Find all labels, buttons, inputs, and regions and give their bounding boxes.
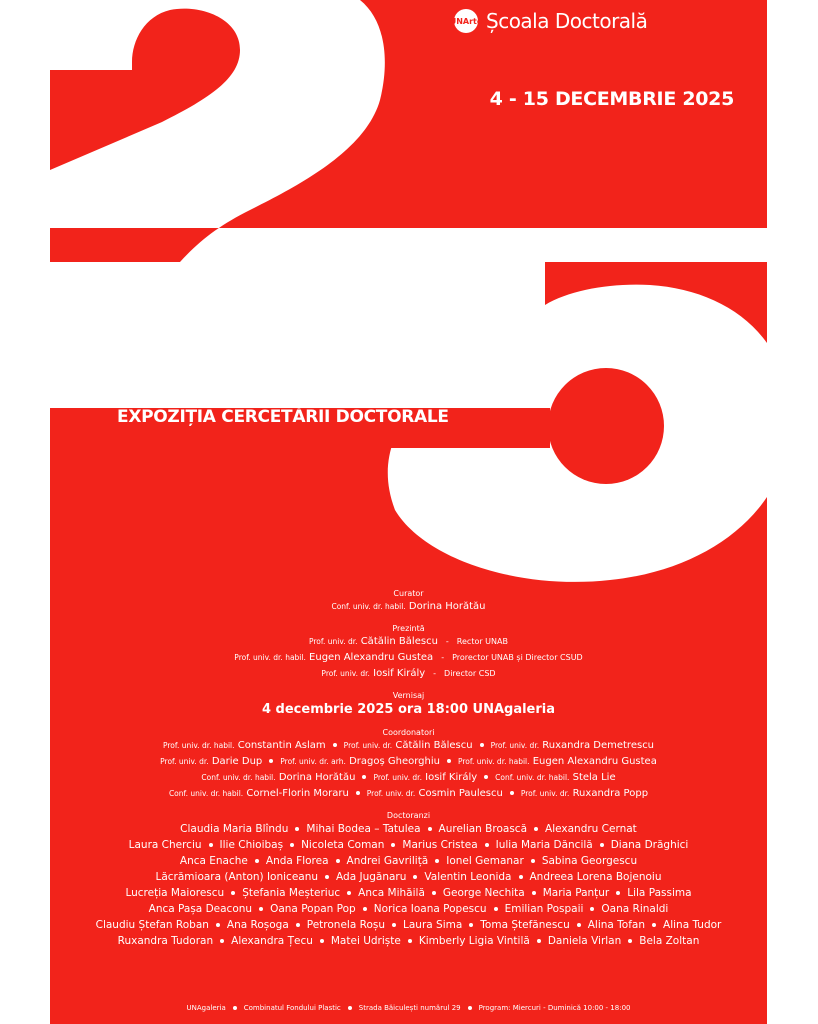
presents-label: Prezintă — [392, 624, 425, 633]
bullet-separator — [510, 791, 514, 795]
bullet-separator — [577, 923, 581, 927]
coordinator-name: Cătălin Bălescu — [395, 740, 473, 751]
coordinator-name: Eugen Alexandru Gustea — [532, 756, 657, 767]
students-row — [50, 917, 767, 933]
bullet-separator — [532, 891, 536, 895]
student-name: Alexandra Țecu — [231, 935, 313, 947]
student-name: Anca Mihăilă — [358, 887, 425, 899]
bullet-separator — [295, 827, 299, 831]
student-name: Diana Drăghici — [610, 839, 689, 851]
exhibition-dates: 4 - 15 DECEMBRIE 2025 — [489, 88, 734, 110]
coordinator-title: Prof. univ. dr. — [343, 741, 393, 750]
coordinator-title: Conf. univ. dr. habil. — [495, 773, 570, 782]
footer-item: UNAgaleria — [186, 1004, 226, 1012]
presenter-line — [50, 634, 767, 650]
bullet-separator — [435, 859, 439, 863]
bullet-separator — [428, 827, 432, 831]
coordinator-title: Conf. univ. dr. habil. — [201, 773, 276, 782]
exhibition-title: EXPOZIȚIA CERCETĂRII DOCTORALE — [117, 407, 449, 427]
bullet-separator — [231, 891, 235, 895]
student-name: Lucreția Maiorescu — [125, 887, 225, 899]
poster — [50, 0, 767, 1024]
bullet-separator — [534, 827, 538, 831]
presenter-line — [50, 650, 767, 666]
bullet-separator — [537, 939, 541, 943]
presenter-name: Cătălin Bălescu — [360, 636, 438, 647]
unarte-logo-icon: UNArte — [454, 9, 478, 33]
bullet-separator — [590, 907, 594, 911]
student-name: Kimberly Ligia Vintilă — [418, 935, 530, 947]
students-row — [50, 933, 767, 949]
student-name: Alexandru Cernat — [545, 823, 637, 835]
footer-item: Program: Miercuri - Duminică 10:00 - 18:00 — [478, 1004, 631, 1012]
students-row — [50, 885, 767, 901]
student-name: Laura Sima — [403, 919, 463, 931]
student-name: Claudiu Ștefan Roban — [95, 919, 209, 931]
coordinators-row — [50, 770, 767, 786]
student-name: Nicoleta Coman — [301, 839, 385, 851]
student-name: Lila Passima — [627, 887, 692, 899]
bullet-separator — [392, 923, 396, 927]
bullet-separator — [652, 923, 656, 927]
dash-separator: - — [433, 669, 437, 678]
coordinator-name: Stela Lie — [572, 772, 616, 783]
students-list — [50, 821, 767, 949]
bullet-separator — [320, 939, 324, 943]
student-name: George Nechita — [442, 887, 525, 899]
bullet-separator — [290, 843, 294, 847]
bullet-separator — [347, 891, 351, 895]
curator-title: Conf. univ. dr. habil. — [331, 602, 406, 611]
curator-name: Dorina Horătău — [408, 601, 486, 612]
coordinator-title: Prof. univ. dr. — [373, 773, 422, 782]
footer-item: Combinatul Fondului Plastic — [243, 1004, 341, 1012]
bullet-separator — [259, 907, 263, 911]
presenter-title: Prof. univ. dr. — [321, 669, 370, 678]
student-name: Ada Jugănaru — [336, 871, 407, 883]
bullet-separator — [468, 1006, 472, 1010]
student-name: Bela Zoltan — [639, 935, 700, 947]
dash-separator: - — [441, 653, 445, 662]
student-name: Andrei Gavriliță — [346, 855, 429, 867]
bullet-separator — [485, 843, 489, 847]
student-name: Ilie Chioibaș — [219, 839, 284, 851]
bullet-separator — [296, 923, 300, 927]
bullet-separator — [269, 759, 273, 763]
student-name: Valentin Leonida — [424, 871, 512, 883]
student-name: Ruxandra Tudoran — [117, 935, 214, 947]
student-name: Oana Popan Pop — [270, 903, 356, 915]
student-name: Aurelian Broască — [438, 823, 528, 835]
bullet-separator — [413, 875, 417, 879]
student-name: Anca Enache — [179, 855, 248, 867]
school-title: Școala Doctorală — [486, 9, 648, 33]
coordinator-name: Darie Dup — [211, 756, 263, 767]
bullet-separator — [432, 891, 436, 895]
opening-text: 4 decembrie 2025 ora 18:00 UNAgaleria — [261, 702, 556, 717]
students-row — [50, 853, 767, 869]
bullet-separator — [325, 875, 329, 879]
student-name: Toma Ștefănescu — [480, 919, 570, 931]
bullet-separator — [531, 859, 535, 863]
presenter-name: Iosif Király — [373, 668, 426, 679]
student-name: Sabina Georgescu — [541, 855, 638, 867]
bullet-separator — [363, 907, 367, 911]
student-name: Norica Ioana Popescu — [373, 903, 487, 915]
presenter-name: Eugen Alexandru Gustea — [309, 652, 434, 663]
student-name: Iulia Maria Dăncilă — [495, 839, 593, 851]
student-name: Daniela Virlan — [547, 935, 622, 947]
coordinators-list — [50, 738, 767, 802]
bullet-separator — [209, 843, 213, 847]
coordinator-title: Conf. univ. dr. habil. — [168, 789, 244, 798]
students-row — [50, 821, 767, 837]
bullet-separator — [628, 939, 632, 943]
coordinator-title: Prof. univ. dr. — [490, 741, 540, 750]
student-name: Laura Cherciu — [128, 839, 202, 851]
coordinator-name: Cosmin Paulescu — [418, 788, 503, 799]
footer — [50, 1004, 767, 1012]
bullet-separator — [519, 875, 523, 879]
bullet-separator — [469, 923, 473, 927]
presenter-role: Director CSD — [444, 669, 496, 678]
coordinator-name: Dorina Horătău — [278, 772, 356, 783]
bullet-separator — [220, 939, 224, 943]
coordinators-label: Coordonatori — [382, 728, 435, 737]
coordinators-row — [50, 786, 767, 802]
coordinator-name: Cornel-Florin Moraru — [246, 788, 349, 799]
bullet-separator — [362, 775, 366, 779]
student-name: Anda Florea — [265, 855, 329, 867]
student-name: Ana Roșoga — [226, 919, 289, 931]
coordinator-name: Ruxandra Demetrescu — [542, 740, 655, 751]
student-name: Maria Panțur — [542, 887, 610, 899]
student-name: Andreea Lorena Bojenoiu — [529, 871, 662, 883]
coordinator-title: Prof. univ. dr. habil. — [457, 757, 530, 766]
digit-two — [50, 0, 385, 262]
presenter-role: Rector UNAB — [456, 637, 508, 646]
coordinator-title: Prof. univ. dr. habil. — [162, 741, 235, 750]
coordinators-row — [50, 754, 767, 770]
presents-list — [50, 634, 767, 682]
coordinator-name: Dragoș Gheorghiu — [349, 756, 440, 767]
opening-label: Vernisaj — [392, 691, 425, 700]
presenter-title: Prof. univ. dr. — [309, 637, 358, 646]
coordinator-title: Prof. univ. dr. — [160, 757, 209, 766]
curator-label: Curator — [393, 589, 424, 598]
coordinator-title: Prof. univ. dr. arh. — [280, 757, 346, 766]
curator-line — [50, 599, 767, 615]
student-name: Alina Tudor — [663, 919, 722, 931]
bullet-separator — [333, 743, 337, 747]
bullet-separator — [348, 1006, 352, 1010]
presenter-line — [50, 666, 767, 682]
credits-block — [50, 580, 767, 949]
bullet-separator — [600, 843, 604, 847]
coordinator-name: Constantin Aslam — [237, 740, 326, 751]
presenter-title: Prof. univ. dr. habil. — [234, 653, 306, 662]
students-row — [50, 901, 767, 917]
students-row — [50, 837, 767, 853]
presenter-role: Prorector UNAB și Director CSUD — [452, 653, 583, 662]
footer-item: Strada Băiculești numărul 29 — [358, 1004, 461, 1012]
bullet-separator — [255, 859, 259, 863]
bullet-separator — [391, 843, 395, 847]
student-name: Emilian Pospaii — [504, 903, 584, 915]
bullet-separator — [616, 891, 620, 895]
student-name: Ștefania Meșteriuc — [242, 887, 341, 899]
students-label: Doctoranzi — [386, 811, 431, 820]
dash-separator: - — [445, 637, 449, 646]
bullet-separator — [233, 1006, 237, 1010]
bullet-separator — [356, 791, 360, 795]
coordinators-row — [50, 738, 767, 754]
student-name: Ionel Gemanar — [446, 855, 524, 867]
logo — [449, 9, 648, 33]
digit-five — [50, 228, 767, 582]
students-row — [50, 869, 767, 885]
student-name: Mihai Bodea – Tatulea — [306, 823, 421, 835]
bullet-separator — [216, 923, 220, 927]
student-name: Oana Rinaldi — [601, 903, 669, 915]
student-name: Claudia Maria Blîndu — [180, 823, 289, 835]
student-name: Matei Udriște — [330, 935, 401, 947]
bullet-separator — [494, 907, 498, 911]
student-name: Alina Tofan — [587, 919, 646, 931]
student-name: Anca Pașa Deaconu — [148, 903, 253, 915]
bullet-separator — [480, 743, 484, 747]
student-name: Petronela Roșu — [306, 919, 385, 931]
coordinator-title: Prof. univ. dr. — [366, 789, 416, 798]
bullet-separator — [408, 939, 412, 943]
bullet-separator — [484, 775, 488, 779]
student-name: Marius Cristea — [402, 839, 478, 851]
coordinator-name: Ruxandra Popp — [572, 788, 649, 799]
coordinator-title: Prof. univ. dr. — [520, 789, 570, 798]
coordinator-name: Iosif Király — [425, 772, 478, 783]
student-name: Lăcrămioara (Anton) Ioniceanu — [155, 871, 319, 883]
bullet-separator — [336, 859, 340, 863]
bullet-separator — [447, 759, 451, 763]
